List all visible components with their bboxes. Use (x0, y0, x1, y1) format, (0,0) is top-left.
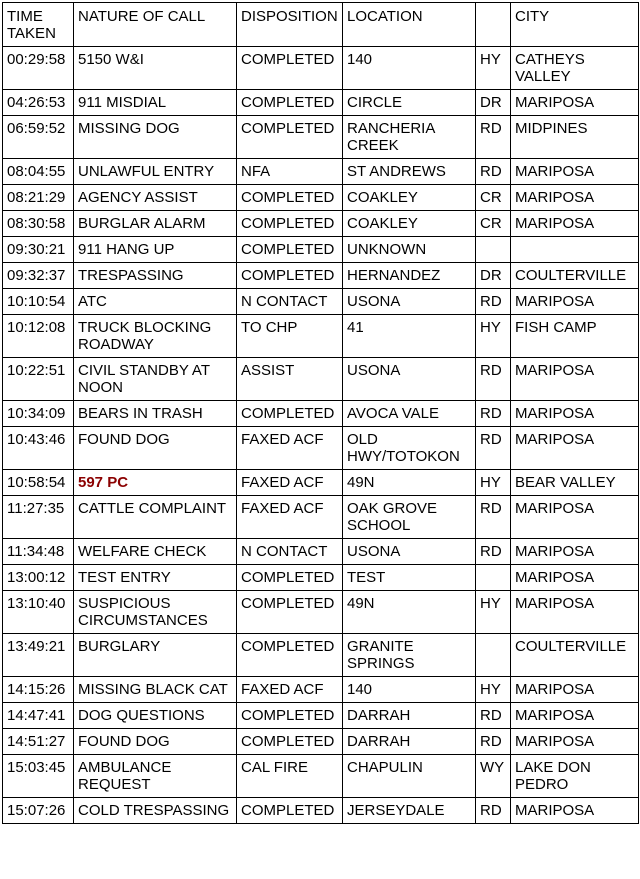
cell-location: ST ANDREWS (343, 159, 476, 185)
cell-disposition: COMPLETED (237, 263, 343, 289)
cell-city: COULTERVILLE (511, 634, 639, 677)
cell-location: TEST (343, 565, 476, 591)
cell-time: 00:29:58 (3, 47, 74, 90)
table-row (3, 591, 639, 634)
cell-location: HERNANDEZ (343, 263, 476, 289)
cell-nature: WELFARE CHECK (74, 539, 237, 565)
cell-disposition: COMPLETED (237, 591, 343, 634)
cell-suffix: CR (476, 185, 511, 211)
cell-time: 08:04:55 (3, 159, 74, 185)
cell-nature: 5150 W&I (74, 47, 237, 90)
cell-location: DARRAH (343, 703, 476, 729)
cell-location: COAKLEY (343, 211, 476, 237)
cell-suffix: RD (476, 539, 511, 565)
cell-city: MARIPOSA (511, 401, 639, 427)
table-row (3, 755, 639, 798)
header-location: LOCATION (343, 3, 476, 47)
table-row (3, 798, 639, 824)
header-suffix (476, 3, 511, 47)
cell-time: 11:27:35 (3, 496, 74, 539)
cell-city: MARIPOSA (511, 90, 639, 116)
cell-nature: CIVIL STANDBY AT NOON (74, 358, 237, 401)
cell-city: CATHEYS VALLEY (511, 47, 639, 90)
cell-time: 13:49:21 (3, 634, 74, 677)
cell-disposition: COMPLETED (237, 565, 343, 591)
cell-disposition: COMPLETED (237, 47, 343, 90)
cell-nature: ATC (74, 289, 237, 315)
cell-suffix: DR (476, 90, 511, 116)
cell-location: RANCHERIA CREEK (343, 116, 476, 159)
table-row (3, 496, 639, 539)
cell-nature: TRESPASSING (74, 263, 237, 289)
cell-location: 49N (343, 591, 476, 634)
table-row (3, 539, 639, 565)
cell-disposition: N CONTACT (237, 289, 343, 315)
cell-disposition: FAXED ACF (237, 496, 343, 539)
cell-suffix: RD (476, 496, 511, 539)
cell-city: BEAR VALLEY (511, 470, 639, 496)
cell-time: 14:47:41 (3, 703, 74, 729)
cell-location: USONA (343, 539, 476, 565)
header-row (3, 3, 639, 47)
header-city: CITY (511, 3, 639, 47)
cell-location: JERSEYDALE (343, 798, 476, 824)
cell-disposition: TO CHP (237, 315, 343, 358)
table-row (3, 358, 639, 401)
highlighted-call-text: 597 PC (78, 474, 129, 491)
cell-city: LAKE DON PEDRO (511, 755, 639, 798)
table-row (3, 185, 639, 211)
cell-time: 09:32:37 (3, 263, 74, 289)
table-row (3, 289, 639, 315)
cell-time: 15:07:26 (3, 798, 74, 824)
cell-city: MARIPOSA (511, 729, 639, 755)
cell-suffix (476, 565, 511, 591)
table-row (3, 211, 639, 237)
cell-time: 10:12:08 (3, 315, 74, 358)
cell-location: GRANITE SPRINGS (343, 634, 476, 677)
cell-disposition: COMPLETED (237, 116, 343, 159)
cell-nature: COLD TRESPASSING (74, 798, 237, 824)
cell-location: CHAPULIN (343, 755, 476, 798)
cell-city: MARIPOSA (511, 496, 639, 539)
cell-time: 10:10:54 (3, 289, 74, 315)
cell-time: 10:43:46 (3, 427, 74, 470)
cell-location: CIRCLE (343, 90, 476, 116)
cell-disposition: ASSIST (237, 358, 343, 401)
cell-suffix: RD (476, 729, 511, 755)
cell-suffix (476, 634, 511, 677)
cell-location: 49N (343, 470, 476, 496)
cell-suffix: RD (476, 289, 511, 315)
cell-disposition: NFA (237, 159, 343, 185)
cell-disposition: COMPLETED (237, 798, 343, 824)
cell-suffix: RD (476, 116, 511, 159)
cell-time: 10:34:09 (3, 401, 74, 427)
cell-time: 10:22:51 (3, 358, 74, 401)
cell-location: USONA (343, 358, 476, 401)
cell-city: MARIPOSA (511, 427, 639, 470)
call-log-table (2, 2, 639, 824)
cell-time: 08:21:29 (3, 185, 74, 211)
cell-city: MARIPOSA (511, 211, 639, 237)
cell-location: COAKLEY (343, 185, 476, 211)
cell-nature: 911 MISDIAL (74, 90, 237, 116)
table-row (3, 90, 639, 116)
table-row (3, 159, 639, 185)
cell-suffix: RD (476, 798, 511, 824)
cell-location: USONA (343, 289, 476, 315)
cell-city: MARIPOSA (511, 358, 639, 401)
cell-city: COULTERVILLE (511, 263, 639, 289)
cell-city: MARIPOSA (511, 703, 639, 729)
cell-nature (74, 470, 237, 496)
cell-disposition: COMPLETED (237, 703, 343, 729)
table-row (3, 470, 639, 496)
cell-disposition: FAXED ACF (237, 470, 343, 496)
cell-nature: BEARS IN TRASH (74, 401, 237, 427)
cell-suffix (476, 237, 511, 263)
cell-suffix: HY (476, 677, 511, 703)
table-row (3, 401, 639, 427)
cell-time: 10:58:54 (3, 470, 74, 496)
cell-location: 140 (343, 677, 476, 703)
cell-city: MARIPOSA (511, 185, 639, 211)
cell-city: MIDPINES (511, 116, 639, 159)
cell-location: OAK GROVE SCHOOL (343, 496, 476, 539)
table-row (3, 116, 639, 159)
cell-disposition: N CONTACT (237, 539, 343, 565)
cell-disposition: COMPLETED (237, 211, 343, 237)
cell-nature: MISSING BLACK CAT (74, 677, 237, 703)
cell-nature: SUSPICIOUS CIRCUMSTANCES (74, 591, 237, 634)
cell-location: OLD HWY/TOTOKON (343, 427, 476, 470)
cell-suffix: HY (476, 315, 511, 358)
cell-disposition: COMPLETED (237, 729, 343, 755)
cell-disposition: FAXED ACF (237, 427, 343, 470)
cell-city: MARIPOSA (511, 591, 639, 634)
cell-time: 04:26:53 (3, 90, 74, 116)
cell-city: FISH CAMP (511, 315, 639, 358)
cell-nature: FOUND DOG (74, 729, 237, 755)
cell-location: UNKNOWN (343, 237, 476, 263)
cell-nature: TRUCK BLOCKING ROADWAY (74, 315, 237, 358)
cell-disposition: COMPLETED (237, 401, 343, 427)
cell-location: AVOCA VALE (343, 401, 476, 427)
cell-nature: TEST ENTRY (74, 565, 237, 591)
cell-time: 09:30:21 (3, 237, 74, 263)
cell-time: 08:30:58 (3, 211, 74, 237)
table-row (3, 263, 639, 289)
cell-disposition: COMPLETED (237, 237, 343, 263)
cell-nature: BURGLARY (74, 634, 237, 677)
cell-disposition: COMPLETED (237, 185, 343, 211)
cell-city: MARIPOSA (511, 677, 639, 703)
cell-nature: FOUND DOG (74, 427, 237, 470)
cell-suffix: HY (476, 591, 511, 634)
cell-time: 13:00:12 (3, 565, 74, 591)
cell-time: 14:15:26 (3, 677, 74, 703)
cell-disposition: COMPLETED (237, 634, 343, 677)
cell-suffix: RD (476, 427, 511, 470)
cell-suffix: WY (476, 755, 511, 798)
cell-suffix: RD (476, 703, 511, 729)
table-row (3, 237, 639, 263)
cell-nature: UNLAWFUL ENTRY (74, 159, 237, 185)
cell-city: MARIPOSA (511, 798, 639, 824)
cell-nature: 911 HANG UP (74, 237, 237, 263)
cell-nature: MISSING DOG (74, 116, 237, 159)
table-row (3, 729, 639, 755)
table-row (3, 677, 639, 703)
cell-city (511, 237, 639, 263)
cell-disposition: COMPLETED (237, 90, 343, 116)
cell-suffix: RD (476, 159, 511, 185)
table-row (3, 47, 639, 90)
cell-time: 15:03:45 (3, 755, 74, 798)
cell-nature: CATTLE COMPLAINT (74, 496, 237, 539)
header-disposition: DISPOSITION (237, 3, 343, 47)
cell-nature: AGENCY ASSIST (74, 185, 237, 211)
table-row (3, 703, 639, 729)
cell-time: 13:10:40 (3, 591, 74, 634)
cell-nature: BURGLAR ALARM (74, 211, 237, 237)
header-nature-of-call: NATURE OF CALL (74, 3, 237, 47)
cell-suffix: HY (476, 470, 511, 496)
cell-suffix: CR (476, 211, 511, 237)
header-time-taken: TIME TAKEN (3, 3, 74, 47)
cell-city: MARIPOSA (511, 289, 639, 315)
table-row (3, 427, 639, 470)
cell-nature: DOG QUESTIONS (74, 703, 237, 729)
cell-suffix: RD (476, 401, 511, 427)
table-row (3, 634, 639, 677)
cell-location: 140 (343, 47, 476, 90)
cell-time: 06:59:52 (3, 116, 74, 159)
cell-suffix: DR (476, 263, 511, 289)
cell-time: 14:51:27 (3, 729, 74, 755)
cell-location: 41 (343, 315, 476, 358)
table-row (3, 315, 639, 358)
call-log-body (3, 3, 639, 824)
table-row (3, 565, 639, 591)
cell-time: 11:34:48 (3, 539, 74, 565)
cell-disposition: FAXED ACF (237, 677, 343, 703)
cell-nature: AMBULANCE REQUEST (74, 755, 237, 798)
cell-disposition: CAL FIRE (237, 755, 343, 798)
cell-suffix: RD (476, 358, 511, 401)
cell-city: MARIPOSA (511, 539, 639, 565)
cell-suffix: HY (476, 47, 511, 90)
cell-location: DARRAH (343, 729, 476, 755)
cell-city: MARIPOSA (511, 159, 639, 185)
cell-city: MARIPOSA (511, 565, 639, 591)
